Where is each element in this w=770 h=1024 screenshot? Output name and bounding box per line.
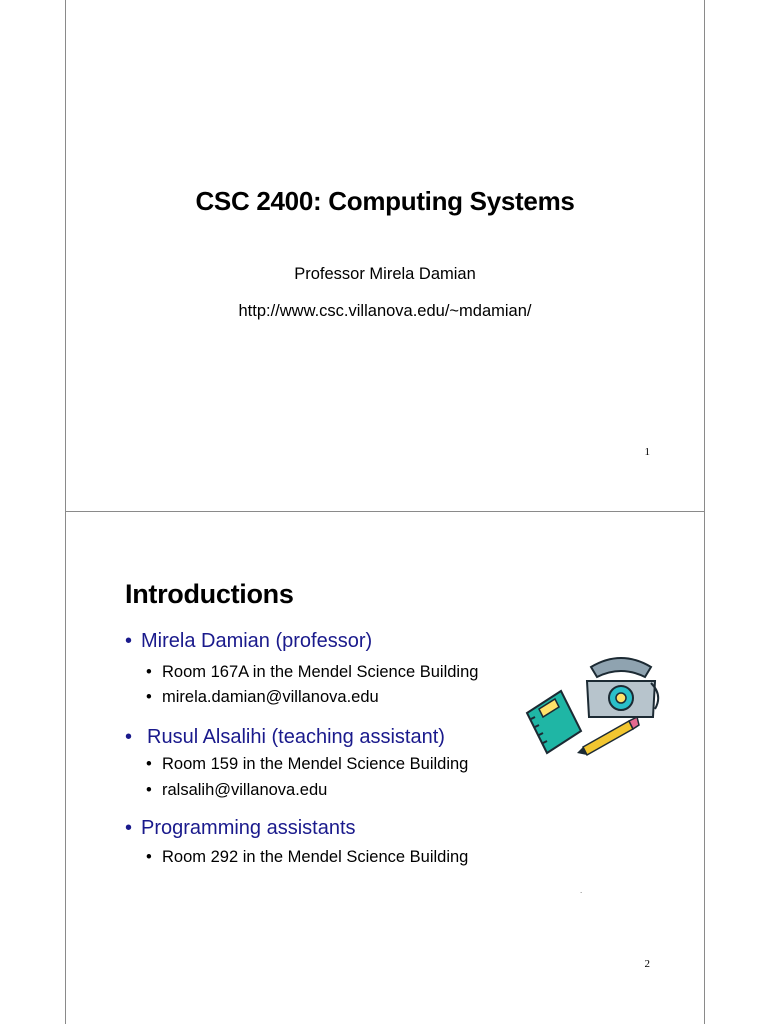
bullet-professor: • Mirela Damian (professor) (125, 630, 373, 652)
sub-bullet: • Room 292 in the Mendel Science Building (146, 848, 469, 866)
bullet-programming-assistants: • Programming assistants (125, 817, 356, 839)
slide-title: CSC 2400: Computing Systems (195, 186, 575, 216)
stray-mark: . (580, 886, 583, 895)
pencil-icon (577, 717, 639, 755)
sub-bullet: • Room 167A in the Mendel Science Building (146, 663, 479, 681)
page-number: 1 (644, 446, 650, 458)
slide-1 (65, 0, 705, 512)
telephone-icon (587, 658, 658, 717)
slide-title: Introductions (125, 579, 294, 609)
notebook-icon (527, 691, 581, 753)
sub-bullet: • mirela.damian@villanova.edu (146, 688, 379, 706)
sub-bullet: • Room 159 in the Mendel Science Building (146, 755, 469, 773)
bullet-teaching-assistant: • Rusul Alsalihi (teaching assistant) (125, 726, 445, 748)
sub-bullet: • ralsalih@villanova.edu (146, 781, 328, 799)
professor-name: Professor Mirela Damian (294, 265, 476, 283)
page-number: 2 (644, 958, 650, 970)
course-url: http://www.csc.villanova.edu/~mdamian/ (238, 302, 532, 320)
slide-2 (65, 511, 705, 1024)
office-clipart (521, 647, 661, 757)
